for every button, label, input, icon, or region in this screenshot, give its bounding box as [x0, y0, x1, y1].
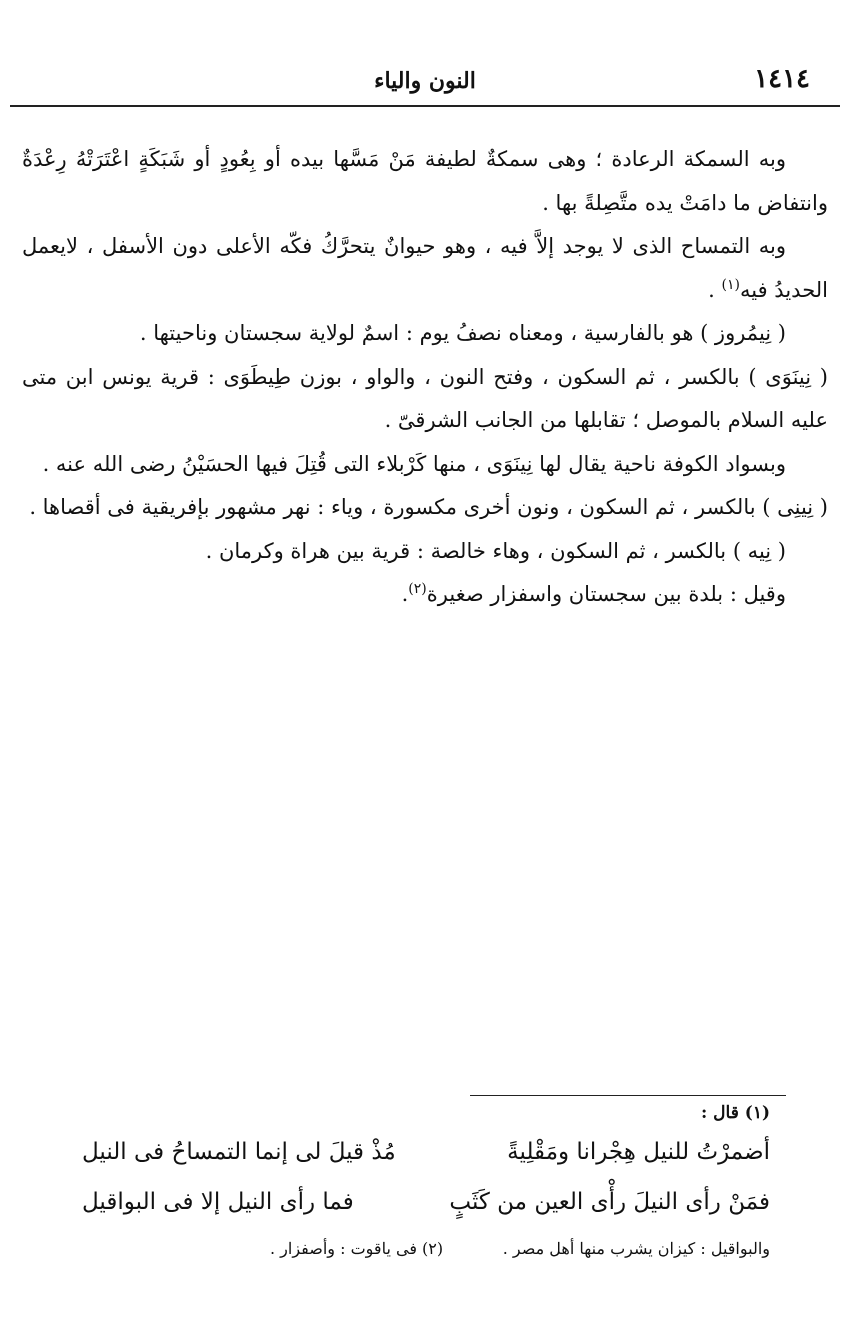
text-line: وقيل : بلدة بين سجستان واسفزار صغيرة	[426, 582, 786, 606]
footnote-notes	[60, 1239, 800, 1265]
footnote-2: (٢) فى ياقوت : وأصفزار .	[270, 1239, 444, 1258]
verse-line-1	[60, 1139, 800, 1179]
verse-hemistich-second: مُذْ قيلَ لى إنما التمساحُ فى النيل	[82, 1139, 396, 1165]
footnote-rule	[470, 1095, 786, 1096]
verse-hemistich-first: فمَنْ رأى النيلَ رأْى العين من كَثَبٍ	[449, 1189, 770, 1215]
text-line: ( نِينَوَى ) بالكسر ، ثم السكون ، وفتح النون ، والواو ، بوزن طِيطَوَى : قرية يونس	[102, 364, 829, 389]
text-line: ( نِينِى ) بالكسر ، ثم السكون ، ونون أخرى مكسورة ، وياء : نهر مشهور بإفريقية	[141, 495, 828, 519]
text-line: وبسواد الكوفة ناحية يقال لها نِينَوَى ، منها كَرْبلاء التى قُتِلَ فيها الحسَيْنُ رضى	[129, 451, 786, 476]
entry-text: ( نِيمُروز ) هو بالفارسية ، ومعناه نصفُ يوم : اسمٌ لولاية سجستان وناحيتها .	[139, 321, 786, 345]
paragraph-electric-fish	[22, 138, 828, 225]
header-rule	[10, 105, 840, 107]
entry-nimruz	[22, 312, 828, 356]
verse-hemistich-first: أضمرْتُ للنيل هِجْرانا ومَقْلِيةً	[507, 1139, 770, 1165]
footnote-marker-1: (١)	[721, 276, 740, 293]
footnote-1-note: والبواقيل : كيزان يشرب منها أهل مصر .	[502, 1239, 770, 1258]
main-text	[22, 138, 828, 617]
running-title: النون والياء	[374, 68, 476, 94]
text-line: لايعمل الحديدُ فيه	[22, 234, 828, 302]
footnote-1-label: (١) قال :	[700, 1103, 770, 1123]
entry-ninawa	[22, 356, 828, 443]
entry-text: ( نِيه ) بالكسر ، ثم السكون ، وهاء خالصة : قرية بين هراة وكرمان .	[205, 538, 786, 563]
footnote-marker-2: (٢)	[408, 581, 427, 597]
paragraph-crocodile	[22, 225, 828, 312]
text-line: فى أقصاها .	[29, 495, 135, 519]
text-line: وبه السمكة الرعادة ؛ وهى سمكةٌ لطيفة مَنْ مَسَّها بيده أو بِعُودٍ أو شَبَكَةٍ اعْتَرَتْهُ رِعْدَةٌ	[22, 147, 786, 171]
verse-line-2	[60, 1189, 800, 1229]
text-line: وانتفاض ما دامَتْ يده متَّصِلةً بها .	[542, 190, 828, 215]
text-end: .	[401, 582, 409, 606]
text-line: وبه التمساح الذى لا يوجد إلاَّ فيه ، وهو حيوانٌ يتحرَّكُ فكّه الأعلى دون الأسفل ،	[86, 234, 786, 258]
entry-nini	[22, 486, 828, 530]
entry-nih	[22, 530, 828, 574]
paragraph-ninawa-kufa	[22, 443, 828, 487]
text-line: الله عنه .	[42, 451, 124, 476]
page-number: ١٤١٤	[754, 64, 810, 94]
paragraph-nih-alt	[22, 573, 828, 617]
verse-hemistich-second: فما رأى النيل إلا فى البواقيل	[82, 1189, 354, 1215]
text-line: ابن متى عليه السلام بالموصل ؛ تقابلها من الجانب الشرقىّ .	[22, 364, 828, 432]
page-header	[10, 60, 840, 100]
text-end: .	[708, 277, 722, 302]
